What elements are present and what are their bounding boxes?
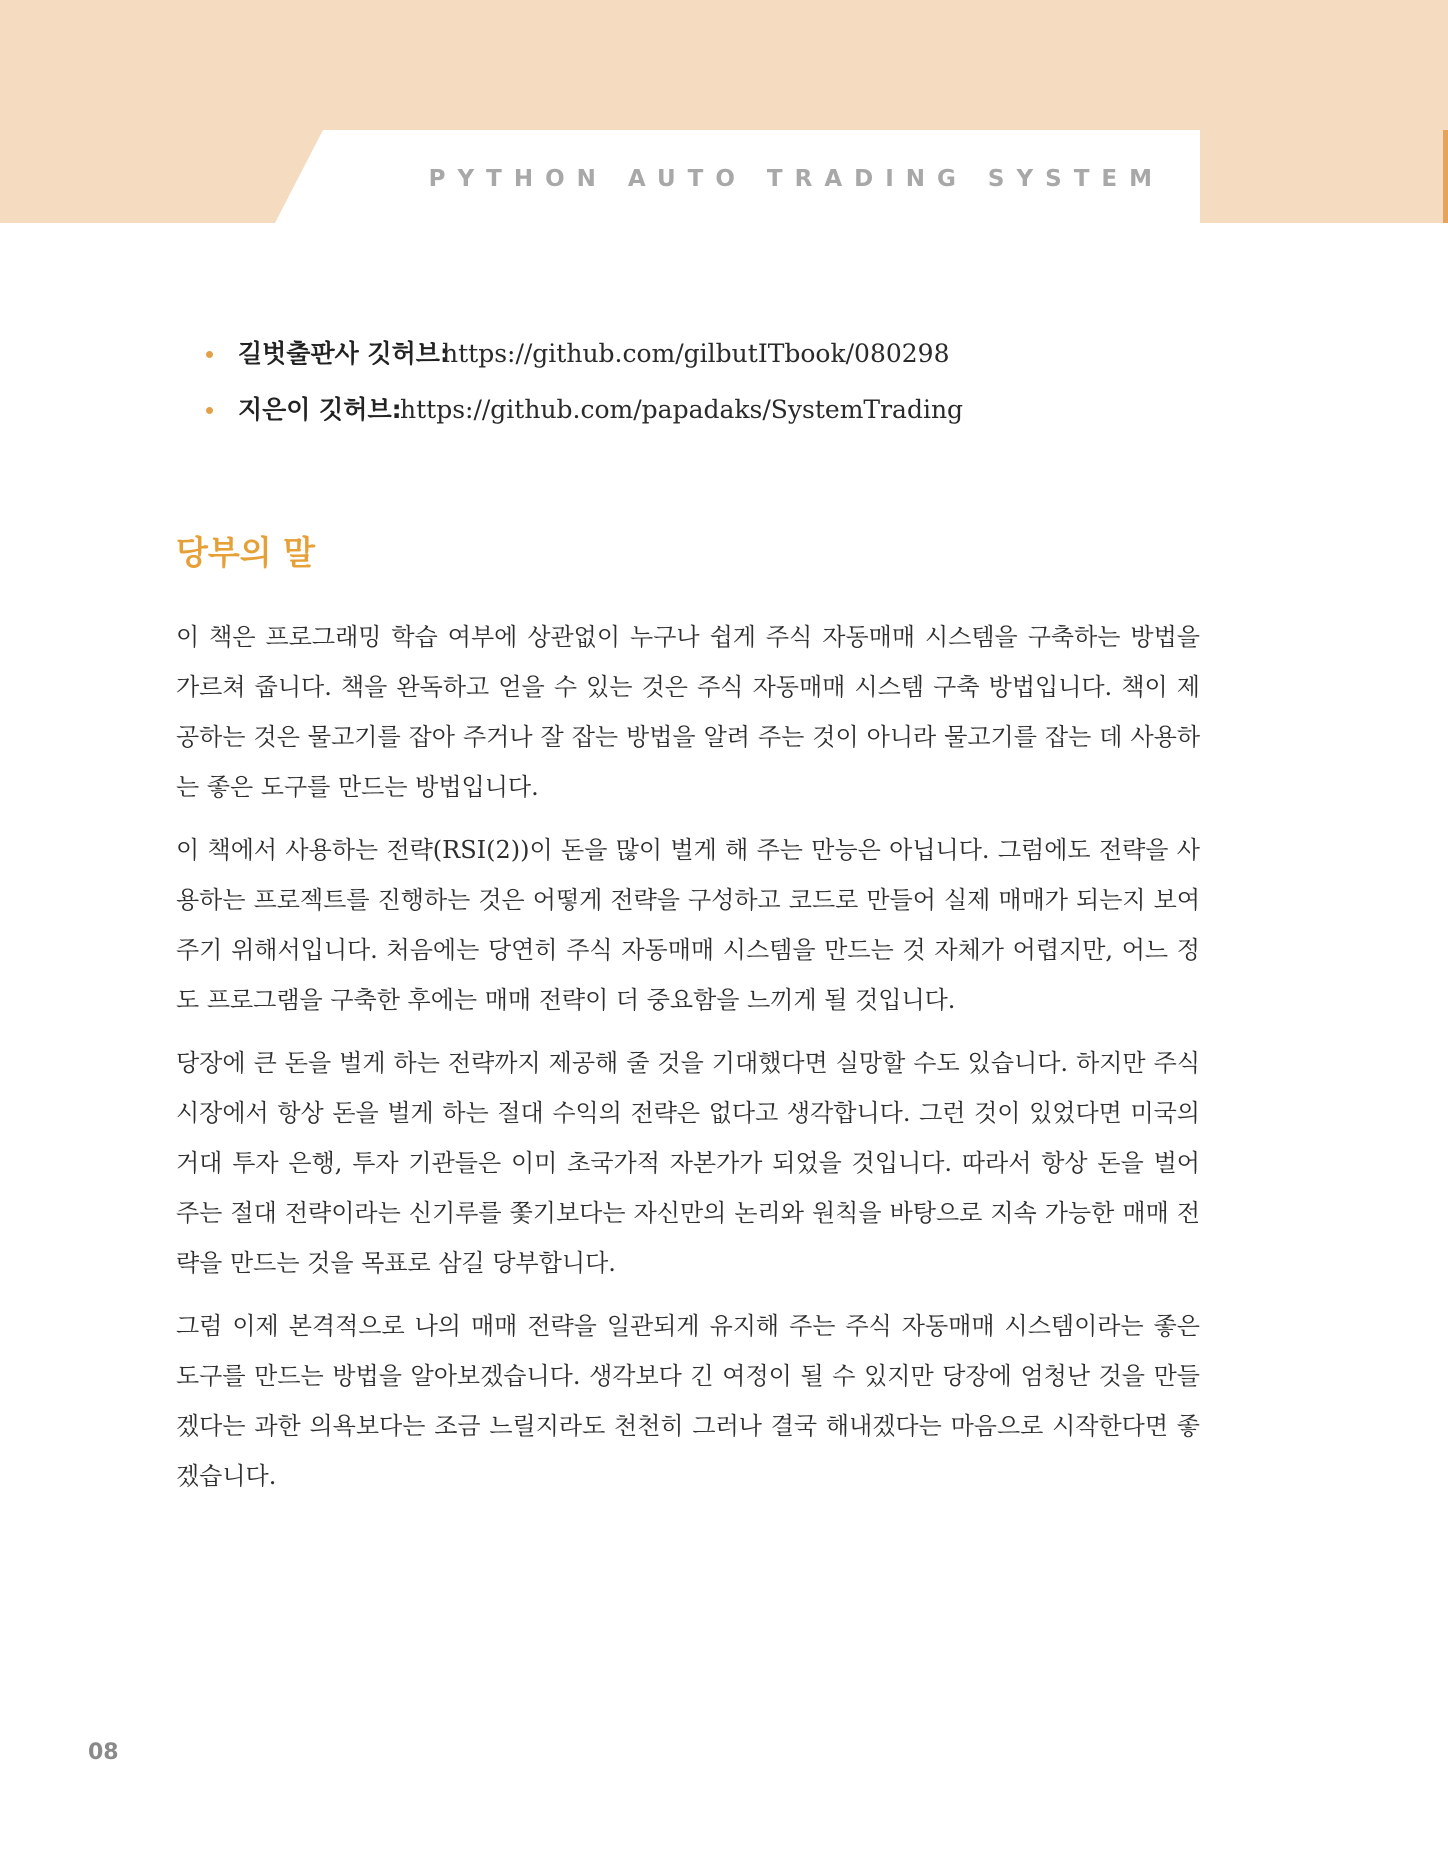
body-text (176, 612, 1200, 1514)
list-item (210, 336, 1210, 392)
page-number: 08 (88, 1740, 119, 1765)
section-title: 당부의 말 (176, 533, 316, 572)
link-label-author: 지은이 깃허브: (238, 395, 402, 424)
bullet-icon (206, 407, 213, 414)
link-url-publisher[interactable]: https://github.com/gilbutITbook/080298 (442, 339, 950, 368)
link-label-publisher: 길벗출판사 깃허브: (238, 339, 450, 368)
link-url-author[interactable]: https://github.com/papadaks/SystemTrading (400, 395, 964, 424)
link-list (210, 336, 1210, 448)
bullet-icon (206, 351, 213, 358)
list-item (210, 392, 1210, 448)
paragraph: 이 책은 프로그래밍 학습 여부에 상관없이 누구나 쉽게 주식 자동매매 시스템을 구축하는 방법을 가르쳐 줍니다. 책을 완독하고 얻을 수 있는 것은 주식 자동매매 시스템 구축 방법입니다. 책이 제공하는 것은 물고기를 잡아 주거나 잘 잡는 방법을 알려 주는 것이 아니라 물고기를 잡는 데 사용하는 좋은 도구를 만드는 방법입니다. (176, 623, 1200, 801)
paragraph: 그럼 이제 본격적으로 나의 매매 전략을 일관되게 유지해 주는 주식 자동매매 시스템이라는 좋은 도구를 만드는 방법을 알아보겠습니다. 생각보다 긴 여정이 될 수 있지만 당장에 엄청난 것을 만들겠다는 과한 의욕보다는 조금 느릴지라도 천천히 그러나 결국 해내겠다는 마음으로 시작한다면 좋겠습니다. (176, 1312, 1200, 1490)
running-title: PYTHON AUTO TRADING SYSTEM (428, 166, 1164, 192)
header-accent-edge (1443, 130, 1448, 223)
paragraph: 당장에 큰 돈을 벌게 하는 전략까지 제공해 줄 것을 기대했다면 실망할 수도 있습니다. 하지만 주식 시장에서 항상 돈을 벌게 하는 절대 수익의 전략은 없다고 생각합니다. 그런 것이 있었다면 미국의 거대 투자 은행, 투자 기관들은 이미 초국가적 자본가가 되었을 것입니다. 따라서 항상 돈을 벌어 주는 절대 전략이라는 신기루를 쫓기보다는 자신만의 논리와 원칙을 바탕으로 지속 가능한 매매 전략을 만드는 것을 목표로 삼길 당부합니다. (176, 1049, 1200, 1277)
paragraph: 이 책에서 사용하는 전략(RSI(2))이 돈을 많이 벌게 해 주는 만능은 아닙니다. 그럼에도 전략을 사용하는 프로젝트를 진행하는 것은 어떻게 전략을 구성하고 코드로 만들어 실제 매매가 되는지 보여 주기 위해서입니다. 처음에는 당연히 주식 자동매매 시스템을 만드는 것 자체가 어렵지만, 어느 정도 프로그램을 구축한 후에는 매매 전략이 더 중요함을 느끼게 될 것입니다. (176, 836, 1200, 1014)
